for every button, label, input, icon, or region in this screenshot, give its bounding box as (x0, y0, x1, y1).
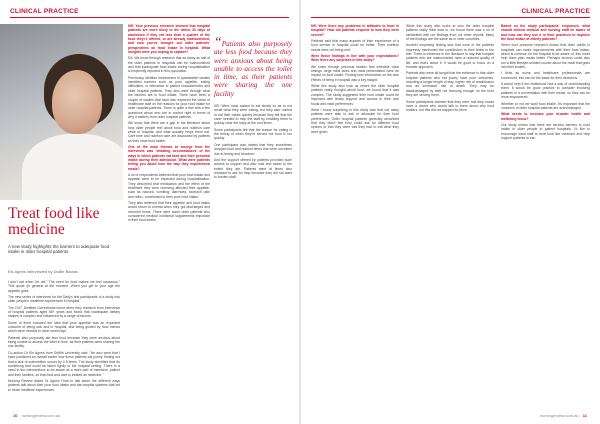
header-rule (10, 17, 289, 18)
paragraph: The OUT, Dietitian Correctional found when they research from interviews of hospital patients aged 65+ years and found that inadequate dietary intakes is complex and influenced by a range of factors. (8, 305, 120, 319)
paragraph: We know that there are a gap in the literature about how older people feel about food and nutrition care while in hospital, and what actually helps them eat. Care time and nutrition care are discussed by patients as their most food intake. (128, 121, 210, 143)
paragraph: What I found surprising in this study was that not many patients were able to ask or advocate for their food preferences. Older hospital patients generally described that they didn't feel they could ask for different food options or that they were told they had to eat what they were given. (311, 107, 399, 134)
paragraph: Another surprising finding was that none of the patients expressly mentioned the contribution to their limits in the diet. There is evidence in the literature to say that hospital patients who are malnourished have a reduced quality of life, and that's about it. It would be good to focus on a broader approach. (406, 43, 494, 70)
article-standfirst: A new study highlights the barriers to adequate food intake in older hospital patients (8, 244, 110, 255)
page-number: 11 (582, 413, 587, 418)
paragraph: Co-author Dr Els Agnes from Griffith University said: "He also went that I have published an overall earlier how these patients eat poorly, finding out that a lack of malnutrition occurs by 2-5 times. The study identified that it's something that could be taken lightly in the hospital setting. There is a need in the interventions to be aware as a more part of members, patient and their families, so that food and care is treated as medicine." (8, 350, 120, 377)
quote-mark-icon: “ (214, 35, 222, 50)
paragraph: Patients also were all taught that the evidence is that older hospital patients who eat poorly have poor outcomes, including a longer length of stay, higher risk of readmission and an increased risk of death. They may be disadvantaged by staff not focusing enough on the food they are serving them. (406, 71, 494, 98)
paragraph: Patients also purposely ate less food because they were anxious about being unable to access the toilet in time, as their patients were sharing the one facility. (8, 335, 120, 349)
left-page (0, 0, 299, 424)
question: What needs to increase your broader health and wellbeing focus? (501, 112, 590, 121)
paragraph: I think as nurse and healthcare professionals are concerned, this can be the basis for their decisions. (501, 71, 590, 80)
paragraph: Patients said that many aspects of their experience of a food service in hospital could be better. Their nutrition needs were not being met. (311, 39, 399, 52)
paragraph: One participant also stated that they sometimes dropped food and nutrient items that were not eaten due to timing and structure. (214, 142, 292, 156)
right-footer (540, 413, 590, 418)
paragraph: It would help if the institutions had a way of understanding them. It would be good practice to consider involving patients in a conversation with their meals, so they can be more empowered. (501, 82, 590, 100)
paragraph: While this study also took us where the older hospital patients really thought about food, we found that it was complex. The study suggested their food intake could be improved with timely support and access to their own foods and meal preferences. (311, 84, 399, 106)
paragraph: Some participants felt that the reason for eating is the timing of when they're served hot food is too quickly. (214, 127, 292, 141)
pull-quote-text: Patients also purposely ate less food because they were anxious about being unable to access the toilet in time, as their patients were sharing the one facility (214, 40, 292, 98)
paragraph: Nursing Review asked Dr Agnes Hunt to talk about the different ways patients talk about their poor food intake and the hospital systems that led to those mealtime experiences. (8, 378, 120, 392)
left-footer (10, 413, 60, 418)
header-rule (311, 17, 590, 18)
paragraph: Our study shows that there are serious barriers to food intake in older people in patient hospitals. I'd like to encourage ward staff to treat food like medicine and help support patients to eat. (501, 122, 590, 140)
portrait-face (52, 70, 102, 134)
site-url: nursingreview.com.au (21, 413, 61, 418)
paragraph: Previously, dietitian researchers in quantitative studies identified barriers such as poor appetite, eating difficulties, or relevance to patient characteristics and older hospital patients. They also went through what the barriers are to food intake. There have been a couple of studies that have also explored the views of healthcare staff on the reasons for poor food intake for older hospital patients. There is quite a few with a few questions about who are in control right in terms of why it matters from older hospital patients. (128, 75, 210, 119)
body-column-1 (8, 280, 120, 394)
paragraph: When food pressure research shows that older adults in hospitals can make improvements with their food intake, which is common for the hospital to be aware of, this could help them plan meals better. Perhaps doctors could also run a little lifestyle-minded course about the meal that goes into their bodies. (501, 43, 590, 70)
paragraph: NR: Were most waited to eat slowly so as to not recall what they were eating, but they also rushed to eat their meals quickly because they felt that the carer needed to help the staff by enabling them to quickly clear the trays at the end times. (214, 104, 292, 126)
section-label: CLINICAL PRACTICE (521, 8, 590, 15)
paragraph: Some of them included the idea that poor appetite was an expected outcome of being sick and in hospital, and being guided by food menus which were needed to clear meal trays. (8, 320, 120, 334)
paragraph: Some participants claimed that they were told they would have a doctor who would talk to them about why food matters, but this did not happen for them. (406, 99, 494, 113)
portrait-photo (0, 24, 123, 200)
article-byline: Els Agnes interviewed by Dulliie Bactas (8, 269, 78, 274)
paragraph: A lot of respondents believed that poor food intake and appetite were to be expected during hospitalisation. They described that medication and the effect of the treatment they were receiving affected their appetite, such as nausea, vomiting, diarrhoea, stomach pain and reflux, contributed to their poor food intake. (128, 173, 210, 199)
paragraph: And the support offered by patients provided such access to support and also hold and assist to the extent they ate. Patients were at times also reluctant to ask for help because they did not want to burden staff. (214, 157, 292, 180)
question: NR: Your previous research showed that hospital patients are more likely to die within 30 days of admission if they eat less than a quarter of the food they're offered, or are already malnourished, and now you've brought out older patients' perspectives on food intake in hospital. What insights were you hoping to capture? (128, 24, 210, 55)
question: Were those findings in line with your expectations? Were there any surprises in this study? (311, 54, 399, 63)
site-url: nursingreview.com.au (539, 413, 579, 418)
body-column-3 (501, 24, 590, 142)
body-column-1 (311, 24, 399, 136)
page-number: 10 (13, 413, 18, 418)
portrait-shoulders (22, 134, 123, 200)
body-column-3 (214, 24, 292, 182)
paragraph: We knew through previous studies that inflexible meal timings, large meal sizes and meal presentation have an impact on food intake. Finding new information on the side effects of being in hospital was a key insight. (311, 64, 399, 82)
paragraph: Whether or not we want food intake, it's important that the concerns of older hospital patients are acknowledged. (501, 101, 590, 110)
body-column-2 (406, 24, 494, 115)
section-label: CLINICAL PRACTICE (10, 8, 79, 15)
paragraph: While this study also looks at who the older hospital patients really think food is, we found there was a lot of similarities with our findings from our other reports. Many of the findings are the same as in other countries. (406, 24, 494, 42)
paragraph: EA: We know through research that as many as half of the older patients in hospitals can be malnourished and that inadequate food intake during hospitalisation is frequently reported in this population. (128, 56, 210, 74)
paragraph: They also believed that their appetite and food intake would return to normal when they got discharged and returned home. There were some older patients who considered medical nutritional supplements important in their food intake. (128, 201, 210, 223)
question: One of the main themes to emerge from the interviews was 'sedating circumstances' of the ways in which patients eat food and their personal intake during their admission. What were patients telling you about how the way they experienced meals? (128, 144, 210, 171)
paragraph: The new series of interviews for the Daily's first participants of a study into older people's mealtime experiences in hospital. (8, 295, 120, 304)
pull-quote (214, 35, 292, 98)
article-title: Treat food like medicine (8, 205, 100, 238)
paragraph: I don't eat when I'm old." The need for food makes me feel nauseous." This quote (in general at the moment. When you get to your age the appetite goes (8, 280, 120, 293)
question: NR: Were there any problems in attitudes to food in hospital? How did patients respond to how they were served? (311, 24, 399, 37)
body-column-2 (128, 24, 210, 225)
right-page (301, 0, 600, 424)
question: Based on the study participants' responses, what should clinical medical and nursing staff be aware of and how can they use it in their practices to improve the food intake of elderly patients? (501, 24, 590, 42)
